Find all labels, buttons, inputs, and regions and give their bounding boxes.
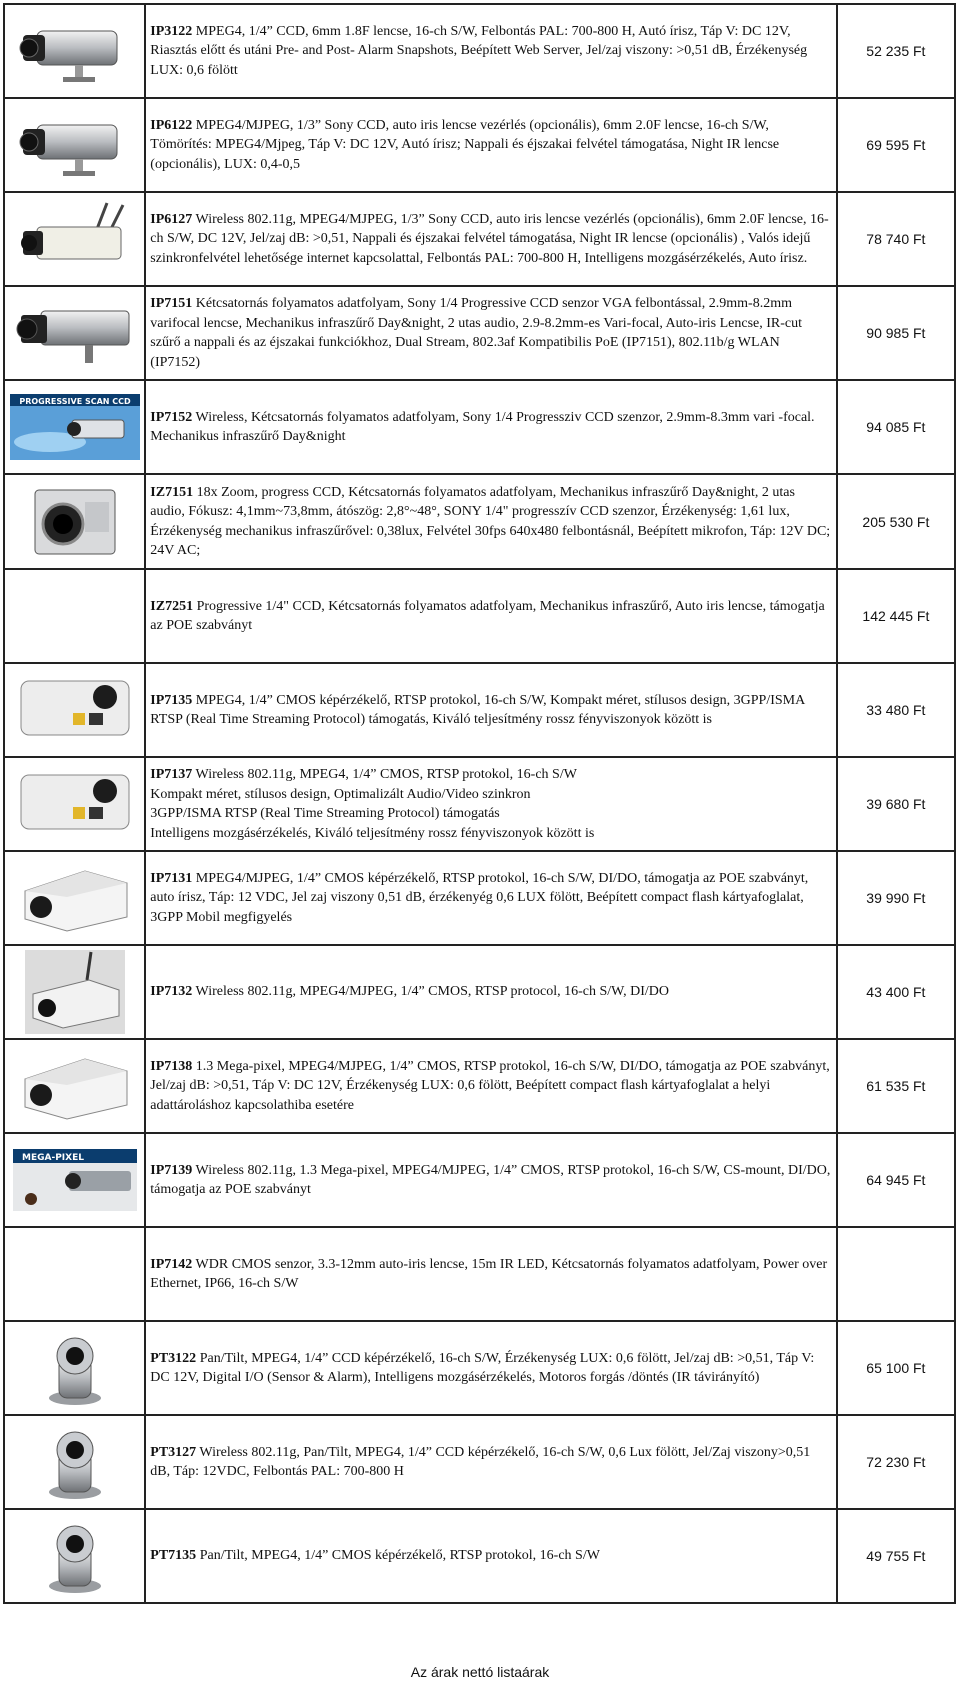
product-row	[4, 663, 955, 757]
product-row	[4, 474, 955, 569]
wireless-cube-camera-icon	[5, 950, 144, 1034]
product-model: IP7137	[150, 767, 193, 782]
product-image-cell	[4, 757, 145, 851]
product-spec-text: MPEG4/MJPEG, 1/3” Sony CCD, auto iris lencse vezérlés (opcionális), 6mm 2.0F lencse, 16-ch S/W, Tömörítés: MPEG4/Mjpeg, Táp V: DC 12V, Autó írisz; Nappali és éjszakai felvétel támogatása, Night IR lencse (opcionális), LUX: 0,4-0,5	[150, 117, 780, 172]
product-row	[4, 1415, 955, 1509]
product-spec-text: MPEG4/MJPEG, 1/4” CMOS képérzékelő, RTSP protokol, 16-ch S/W, DI/DO, támogatja az POE szabványt, auto írisz, Táp: 12 VDC, Jel zaj viszony 0,51 dB, érzékenyég 0,6 LUX fölött, Beépített compact flash kártyafoglalat, 3GPP Mobil megfigyelés	[150, 870, 809, 925]
product-spec-text: 18x Zoom, progress CCD, Kétcsatornás folyamatos adatfolyam, Mechanikus infraszűrő Day&night, 2 utas audio, Fókusz: 4,1mm~73,8mm, átószög: 2,8°~48°, SONY 1/4" progresszív CCD szenzor, Érzékenység: 1,61 lux, Érzékenység mechanikus infraszűrővel: 0,38lux, Felvétel 30fps 640x480 felbontásnál, Beépített mikrofon, Táp: 12V DC; 24V AC;	[150, 484, 831, 558]
product-spec-text: Pan/Tilt, MPEG4, 1/4” CMOS képérzékelő, RTSP protokol, 16-ch S/W	[196, 1548, 600, 1564]
product-description	[145, 1415, 836, 1509]
product-price: 43 400 Ft	[837, 945, 955, 1039]
product-row	[4, 1039, 955, 1133]
product-image-cell	[4, 286, 145, 380]
product-price: 49 755 Ft	[837, 1509, 955, 1603]
product-description	[145, 1133, 836, 1227]
product-spec-text: Kétcsatornás folyamatos adatfolyam, Sony 1/4 Progressive CCD senzor VGA felbontással, 2.9mm-8.2mm varifocal lencse, Mechanikus infraszűrő Day&night, 2 utas audio, 2.9-8.2mm-es Vari-focal, Auto-iris Lencse, IR-cut szűrő a nappali és az éjszakai funkciókhoz, Dual Stream, 802.3af Kompatibilis PoE (IP7151), 802.11b/g WLAN (IP7152)	[150, 296, 803, 370]
product-price	[837, 1227, 955, 1321]
product-description	[145, 851, 836, 945]
product-row	[4, 1133, 955, 1227]
product-model: IP7151	[150, 296, 193, 311]
product-image-cell	[4, 1415, 145, 1509]
product-image-cell	[4, 380, 145, 474]
product-price: 205 530 Ft	[837, 474, 955, 569]
product-model: PT3127	[150, 1444, 197, 1460]
product-price: 61 535 Ft	[837, 1039, 955, 1133]
product-description	[145, 1321, 836, 1415]
product-spec-text: Wireless, Kétcsatornás folyamatos adatfolyam, Sony 1/4 Progressziv CCD szenzor, 2.9mm-8.3mm vari -focal. Mechanikus infraszűrő Day&night	[150, 409, 815, 444]
product-row	[4, 851, 955, 945]
product-description	[145, 945, 836, 1039]
product-row	[4, 192, 955, 286]
product-description	[145, 474, 836, 569]
product-spec-text: WDR CMOS senzor, 3.3-12mm auto-iris lencse, 15m IR LED, Kétcsatornás folyamatos adatfolyam, Power over Ethernet, IP66, 16-ch S/W	[150, 1256, 828, 1291]
product-model: IP6127	[150, 211, 193, 227]
product-model: IP7142	[150, 1256, 193, 1272]
box-camera-icon	[5, 11, 144, 91]
product-description	[145, 1227, 836, 1321]
product-image-cell	[4, 1321, 145, 1415]
price-list-table	[3, 3, 956, 1604]
product-row	[4, 98, 955, 192]
svg-text:PROGRESSIVE SCAN CCD: PROGRESSIVE SCAN CCD	[18, 397, 131, 406]
product-spec-text: Progressive 1/4" CCD, Kétcsatornás folyamatos adatfolyam, Mechanikus infraszűrő, Auto iris lencse, támogatja az POE szabványt	[150, 598, 825, 633]
product-row	[4, 4, 955, 98]
box-camera-icon	[5, 105, 144, 185]
product-row	[4, 945, 955, 1039]
compact-camera-icon	[5, 673, 144, 747]
product-model: IZ7251	[150, 598, 194, 614]
product-price: 72 230 Ft	[837, 1415, 955, 1509]
product-spec-text: 1.3 Mega-pixel, MPEG4/MJPEG, 1/4” CMOS, RTSP protokol, 16-ch S/W, DI/DO, támogatja az POE szabványt, Jel/zaj dB: >0,51, Táp V: DC 12V, Érzékenység LUX: 0,6 fölött, Beépített compact flash kártyafoglalat a helyi adattároláshoz kapcsolathiba esetére	[150, 1058, 830, 1113]
product-image-cell	[4, 663, 145, 757]
product-model: IP7152	[150, 409, 193, 425]
product-model: IP7138	[150, 1058, 193, 1074]
product-image-cell	[4, 1509, 145, 1603]
product-price: 78 740 Ft	[837, 192, 955, 286]
product-image-cell	[4, 1227, 145, 1321]
product-model: IP3122	[150, 23, 193, 39]
product-image-cell	[4, 851, 145, 945]
product-model: PT3122	[150, 1350, 197, 1366]
product-image-cell	[4, 192, 145, 286]
footer-note: Az árak nettó listaárak	[410, 1664, 550, 1680]
product-spec-text: Wireless 802.11g, MPEG4/MJPEG, 1/3” Sony CCD, auto iris lencse vezérlés (opcionális), 6mm 2.0F lencse, 16-ch S/W, DC 12V, Jel/zaj dB: >0,51, Nappali és éjszakai felvétel támogatása, Night IR lencse (opcionális) , Valós idejű szinkronfelvétel lehetősége internet kapcsolattal, Felbontás PAL: 700-800 H, Intelligens mozgásérzékelés, Auto írisz.	[150, 211, 829, 266]
zoom-camera-icon	[5, 484, 144, 560]
wireless-camera-icon	[5, 199, 144, 279]
compact-camera-icon	[5, 767, 144, 841]
product-description	[145, 286, 836, 380]
product-image-cell	[4, 4, 145, 98]
pan-tilt-camera-icon	[5, 1422, 144, 1502]
progressive-scan-banner-icon	[5, 394, 144, 460]
product-model: IP7131	[150, 870, 193, 886]
long-box-camera-icon	[5, 293, 144, 373]
product-model: PT7135	[150, 1548, 197, 1564]
product-description	[145, 663, 836, 757]
product-description	[145, 380, 836, 474]
product-description	[145, 1039, 836, 1133]
product-row	[4, 1509, 955, 1603]
product-spec-text: MPEG4, 1/4” CCD, 6mm 1.8F lencse, 16-ch S/W, Felbontás PAL: 700-800 H, Autó írisz, Táp V: DC 12V, Riasztás előtt és utáni Pre- and Post- Alarm Snapshots, Beépített Web Server, Jel/zaj viszony: >0,51 dB, Érzékenység LUX: 0,6 fölött	[150, 23, 808, 78]
product-price: 90 985 Ft	[837, 286, 955, 380]
product-description	[145, 98, 836, 192]
product-price: 52 235 Ft	[837, 4, 955, 98]
product-spec-text: MPEG4, 1/4” CMOS képérzékelő, RTSP protokol, 16-ch S/W, Kompakt méret, stílusos design, 3GPP/ISMA RTSP (Real Time Streaming Protocol) támogatás, Kiváló teljesítmény rossz fényviszonyok között is	[150, 692, 805, 727]
product-row	[4, 380, 955, 474]
white-cube-camera-icon	[5, 1049, 144, 1123]
product-price: 142 445 Ft	[837, 569, 955, 663]
product-model: IP7139	[150, 1162, 193, 1178]
product-image-cell	[4, 945, 145, 1039]
product-price: 39 680 Ft	[837, 757, 955, 851]
product-image-cell	[4, 569, 145, 663]
product-price: 33 480 Ft	[837, 663, 955, 757]
product-spec-text: Wireless 802.11g, MPEG4, 1/4” CMOS, RTSP protokol, 16-ch S/W Kompakt méret, stílusos design, Optimalizált Audio/Video szinkron 3GPP/ISMA RTSP (Real Time Streaming Protocol) támogatás Intelligens mozgásérzékelés, Kiváló teljesítmény rossz fényviszonyok között is	[150, 767, 595, 841]
mega-pixel-banner-icon	[5, 1149, 144, 1211]
product-price: 64 945 Ft	[837, 1133, 955, 1227]
product-row	[4, 757, 955, 851]
product-model: IP7132	[150, 984, 193, 1000]
product-description	[145, 4, 836, 98]
pan-tilt-camera-icon	[5, 1328, 144, 1408]
product-spec-text: Pan/Tilt, MPEG4, 1/4” CCD képérzékelő, 16-ch S/W, Érzékenység LUX: 0,6 fölött, Jel/zaj dB: >0,51, Táp V: DC 12V, Digital I/O (Sensor & Alarm), Intelligens mozgásérzékelés, Motoros forgás /döntés (IR távirányító)	[150, 1350, 815, 1385]
product-row	[4, 1227, 955, 1321]
product-spec-text: Wireless 802.11g, MPEG4/MJPEG, 1/4” CMOS, RTSP protocol, 16-ch S/W, DI/DO	[192, 984, 669, 1000]
svg-text:MEGA-PIXEL: MEGA-PIXEL	[21, 1153, 84, 1163]
product-image-cell	[4, 1039, 145, 1133]
product-row	[4, 569, 955, 663]
product-image-cell	[4, 98, 145, 192]
product-price: 94 085 Ft	[837, 380, 955, 474]
product-model: IP6122	[150, 117, 193, 133]
product-spec-text: Wireless 802.11g, Pan/Tilt, MPEG4, 1/4” CCD képérzékelő, 16-ch S/W, 0,6 Lux fölött, Jel/Zaj viszony>0,51 dB, Táp: 12VDC, Felbontás PAL: 700-800 H	[150, 1444, 811, 1479]
product-row	[4, 1321, 955, 1415]
product-price: 65 100 Ft	[837, 1321, 955, 1415]
product-price: 39 990 Ft	[837, 851, 955, 945]
product-price: 69 595 Ft	[837, 98, 955, 192]
product-description	[145, 757, 836, 851]
product-description	[145, 1509, 836, 1603]
pan-tilt-camera-icon	[5, 1516, 144, 1596]
white-cube-camera-icon	[5, 861, 144, 935]
product-model: IZ7151	[150, 484, 194, 500]
product-image-cell	[4, 474, 145, 569]
product-description	[145, 569, 836, 663]
product-model: IP7135	[150, 692, 193, 708]
product-row	[4, 286, 955, 380]
product-image-cell	[4, 1133, 145, 1227]
product-spec-text: Wireless 802.11g, 1.3 Mega-pixel, MPEG4/MJPEG, 1/4” CMOS, RTSP protokol, 16-ch S/W, CS-mount, DI/DO, támogatja az POE szabványt	[150, 1162, 831, 1197]
product-description	[145, 192, 836, 286]
